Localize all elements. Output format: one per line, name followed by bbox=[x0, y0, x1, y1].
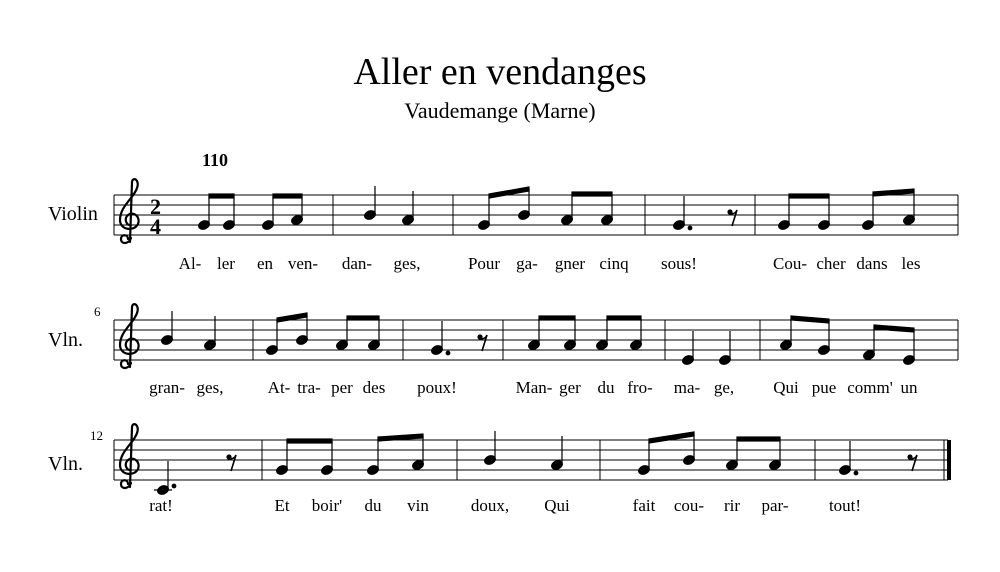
instrument-label-3: Vln. bbox=[48, 453, 83, 475]
lyric-syllable: per bbox=[331, 378, 353, 397]
lyric-syllable: cher bbox=[816, 254, 846, 273]
lyric-syllable: ma- bbox=[673, 378, 701, 397]
lyric-syllable: rat! bbox=[149, 496, 173, 515]
final-barline bbox=[947, 440, 951, 480]
lyric-syllable: Pour bbox=[467, 254, 501, 273]
notes-system-3b bbox=[275, 431, 857, 476]
lyric-syllable: Al- bbox=[178, 254, 202, 273]
time-signature-top: 2 bbox=[150, 194, 161, 219]
lyric-syllable: des bbox=[362, 378, 386, 397]
instrument-label-1: Violin bbox=[48, 203, 98, 225]
staff-3 bbox=[114, 440, 948, 480]
lyric-syllable: pue bbox=[811, 378, 837, 397]
lyric-syllable: ges, bbox=[393, 254, 421, 273]
lyric-syllable: par- bbox=[761, 496, 789, 515]
lyric-syllable: tout! bbox=[828, 496, 862, 515]
measure-number-12: 12 bbox=[90, 428, 103, 443]
lyric-syllable: fait bbox=[632, 496, 656, 515]
instrument-label-2: Vln. bbox=[48, 329, 83, 351]
eighth-rest-icon bbox=[727, 209, 737, 226]
score-title: Aller en vendanges bbox=[353, 51, 647, 93]
lyric-syllable: comm' bbox=[847, 378, 893, 397]
lyric-syllable: poux! bbox=[417, 378, 457, 397]
treble-clef-icon bbox=[120, 179, 139, 243]
lyric-syllable: du bbox=[597, 378, 615, 397]
lyric-syllable: ler bbox=[217, 254, 235, 273]
lyric-syllable: Man- bbox=[515, 378, 553, 397]
lyric-syllable: tra- bbox=[297, 378, 321, 397]
lyric-syllable: en bbox=[256, 254, 274, 273]
lyric-syllable: gran- bbox=[149, 378, 185, 397]
notes-system-3 bbox=[154, 461, 176, 496]
lyric-syllable: du bbox=[364, 496, 382, 515]
lyric-syllable: cou- bbox=[673, 496, 705, 515]
lyric-syllable: Cou- bbox=[773, 254, 807, 273]
notes-system-1 bbox=[197, 186, 691, 231]
measure-number-6: 6 bbox=[94, 304, 101, 319]
lyric-syllable: gner bbox=[554, 254, 586, 273]
lyric-syllable: Qui bbox=[773, 378, 799, 397]
score-subtitle: Vaudemange (Marne) bbox=[404, 98, 596, 123]
eighth-rest-icon bbox=[907, 454, 917, 471]
staff-1 bbox=[114, 195, 958, 235]
lyric-syllable: ge, bbox=[713, 378, 735, 397]
tempo-marking: 110 bbox=[202, 150, 229, 170]
lyric-syllable: vin bbox=[407, 496, 429, 515]
lyric-syllable: ven- bbox=[287, 254, 319, 273]
lyric-syllable: les bbox=[901, 254, 921, 273]
eighth-rest-icon bbox=[226, 454, 236, 471]
lyric-syllable: ges, bbox=[196, 378, 224, 397]
lyric-syllable: dans bbox=[856, 254, 888, 273]
lyric-syllable: dan- bbox=[341, 254, 373, 273]
treble-clef-icon bbox=[120, 424, 139, 488]
lyric-syllable: ga- bbox=[516, 254, 538, 273]
lyric-syllable: un bbox=[900, 378, 918, 397]
lyric-syllable: sous! bbox=[661, 254, 697, 273]
time-signature-bottom: 4 bbox=[150, 214, 161, 239]
lyric-syllable: Qui bbox=[544, 496, 570, 515]
lyric-syllable: cinq bbox=[599, 254, 629, 273]
lyric-syllable: Et bbox=[274, 496, 290, 515]
staff-2 bbox=[114, 320, 958, 360]
treble-clef-icon bbox=[120, 304, 139, 368]
lyric-syllable: boir' bbox=[311, 496, 343, 515]
lyric-syllable: ger bbox=[559, 378, 581, 397]
eighth-rest-icon bbox=[477, 334, 487, 351]
notes-system-2 bbox=[160, 311, 449, 356]
lyric-syllable: doux, bbox=[470, 496, 510, 515]
lyric-syllable: rir bbox=[723, 496, 741, 515]
lyric-syllable: At- bbox=[267, 378, 291, 397]
notes-system-2b bbox=[527, 316, 915, 366]
lyric-syllable: fro- bbox=[627, 378, 653, 397]
